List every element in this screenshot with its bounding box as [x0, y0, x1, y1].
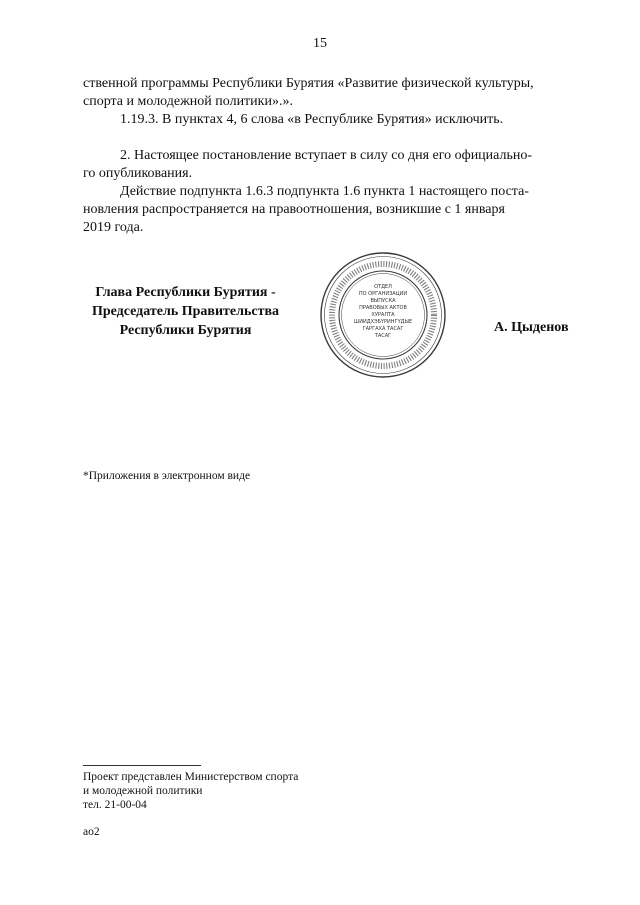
footer-divider	[83, 765, 201, 766]
seal-text-line: ПРАВОВЫХ АКТОВ	[359, 305, 407, 311]
text-line: ственной программы Республики Бурятия «Развитие физической культуры,	[83, 76, 534, 91]
signatory-title-line: Республики Бурятия	[119, 323, 252, 338]
seal-text-line: ГАРГАХА ТАСАГ	[362, 326, 404, 332]
footer-line: Проект представлен Министерством спорта	[83, 771, 299, 783]
seal-text-line: ОТДЕЛ	[374, 284, 392, 290]
paragraph-program-name	[83, 75, 573, 129]
attachment-note: *Приложения в электронном виде	[83, 470, 251, 482]
paragraph-effective-date	[83, 147, 573, 183]
footer-line: и молодежной политики	[83, 785, 203, 797]
text-line: 2. Настоящее постановление вступает в силу со дня его официально-	[120, 148, 533, 163]
document-code: ao2	[83, 826, 100, 838]
signatory-title-line: Глава Республики Бурятия -	[95, 285, 276, 300]
seal-text-line: ТАСАГ	[374, 333, 392, 339]
signatory-name: А. Цыденов	[494, 320, 569, 335]
footer-contact	[83, 770, 298, 812]
text-line: Действие подпункта 1.6.3 подпункта 1.6 пункта 1 настоящего поста-	[120, 184, 529, 199]
signatory-title	[84, 283, 287, 340]
text-line: новления распространяется на правоотношения, возникшие с 1 января	[83, 202, 505, 217]
text-line: 2019 года.	[83, 220, 144, 235]
text-line: го опубликования.	[83, 166, 193, 181]
page-number: 15	[313, 36, 327, 51]
seal-text-line: ПО ОРГАНИЗАЦИИ	[358, 291, 408, 297]
signatory-title-line: Председатель Правительства	[91, 304, 280, 319]
seal-text-line: ВЫПУСКА	[370, 298, 396, 304]
paragraph-retroactive	[83, 183, 573, 237]
seal-text-line: ХУРАЛТА	[371, 312, 395, 318]
text-line: спорта и молодежной политики».».	[83, 94, 293, 109]
text-line: 1.19.3. В пунктах 4, 6 слова «в Республике Бурятия» исключить.	[120, 112, 504, 127]
footer-line: тел. 21-00-04	[83, 799, 147, 811]
official-seal	[318, 250, 448, 380]
seal-text-line: ШИИДХЭБҮРИНГҮДЫЕ	[353, 319, 413, 325]
